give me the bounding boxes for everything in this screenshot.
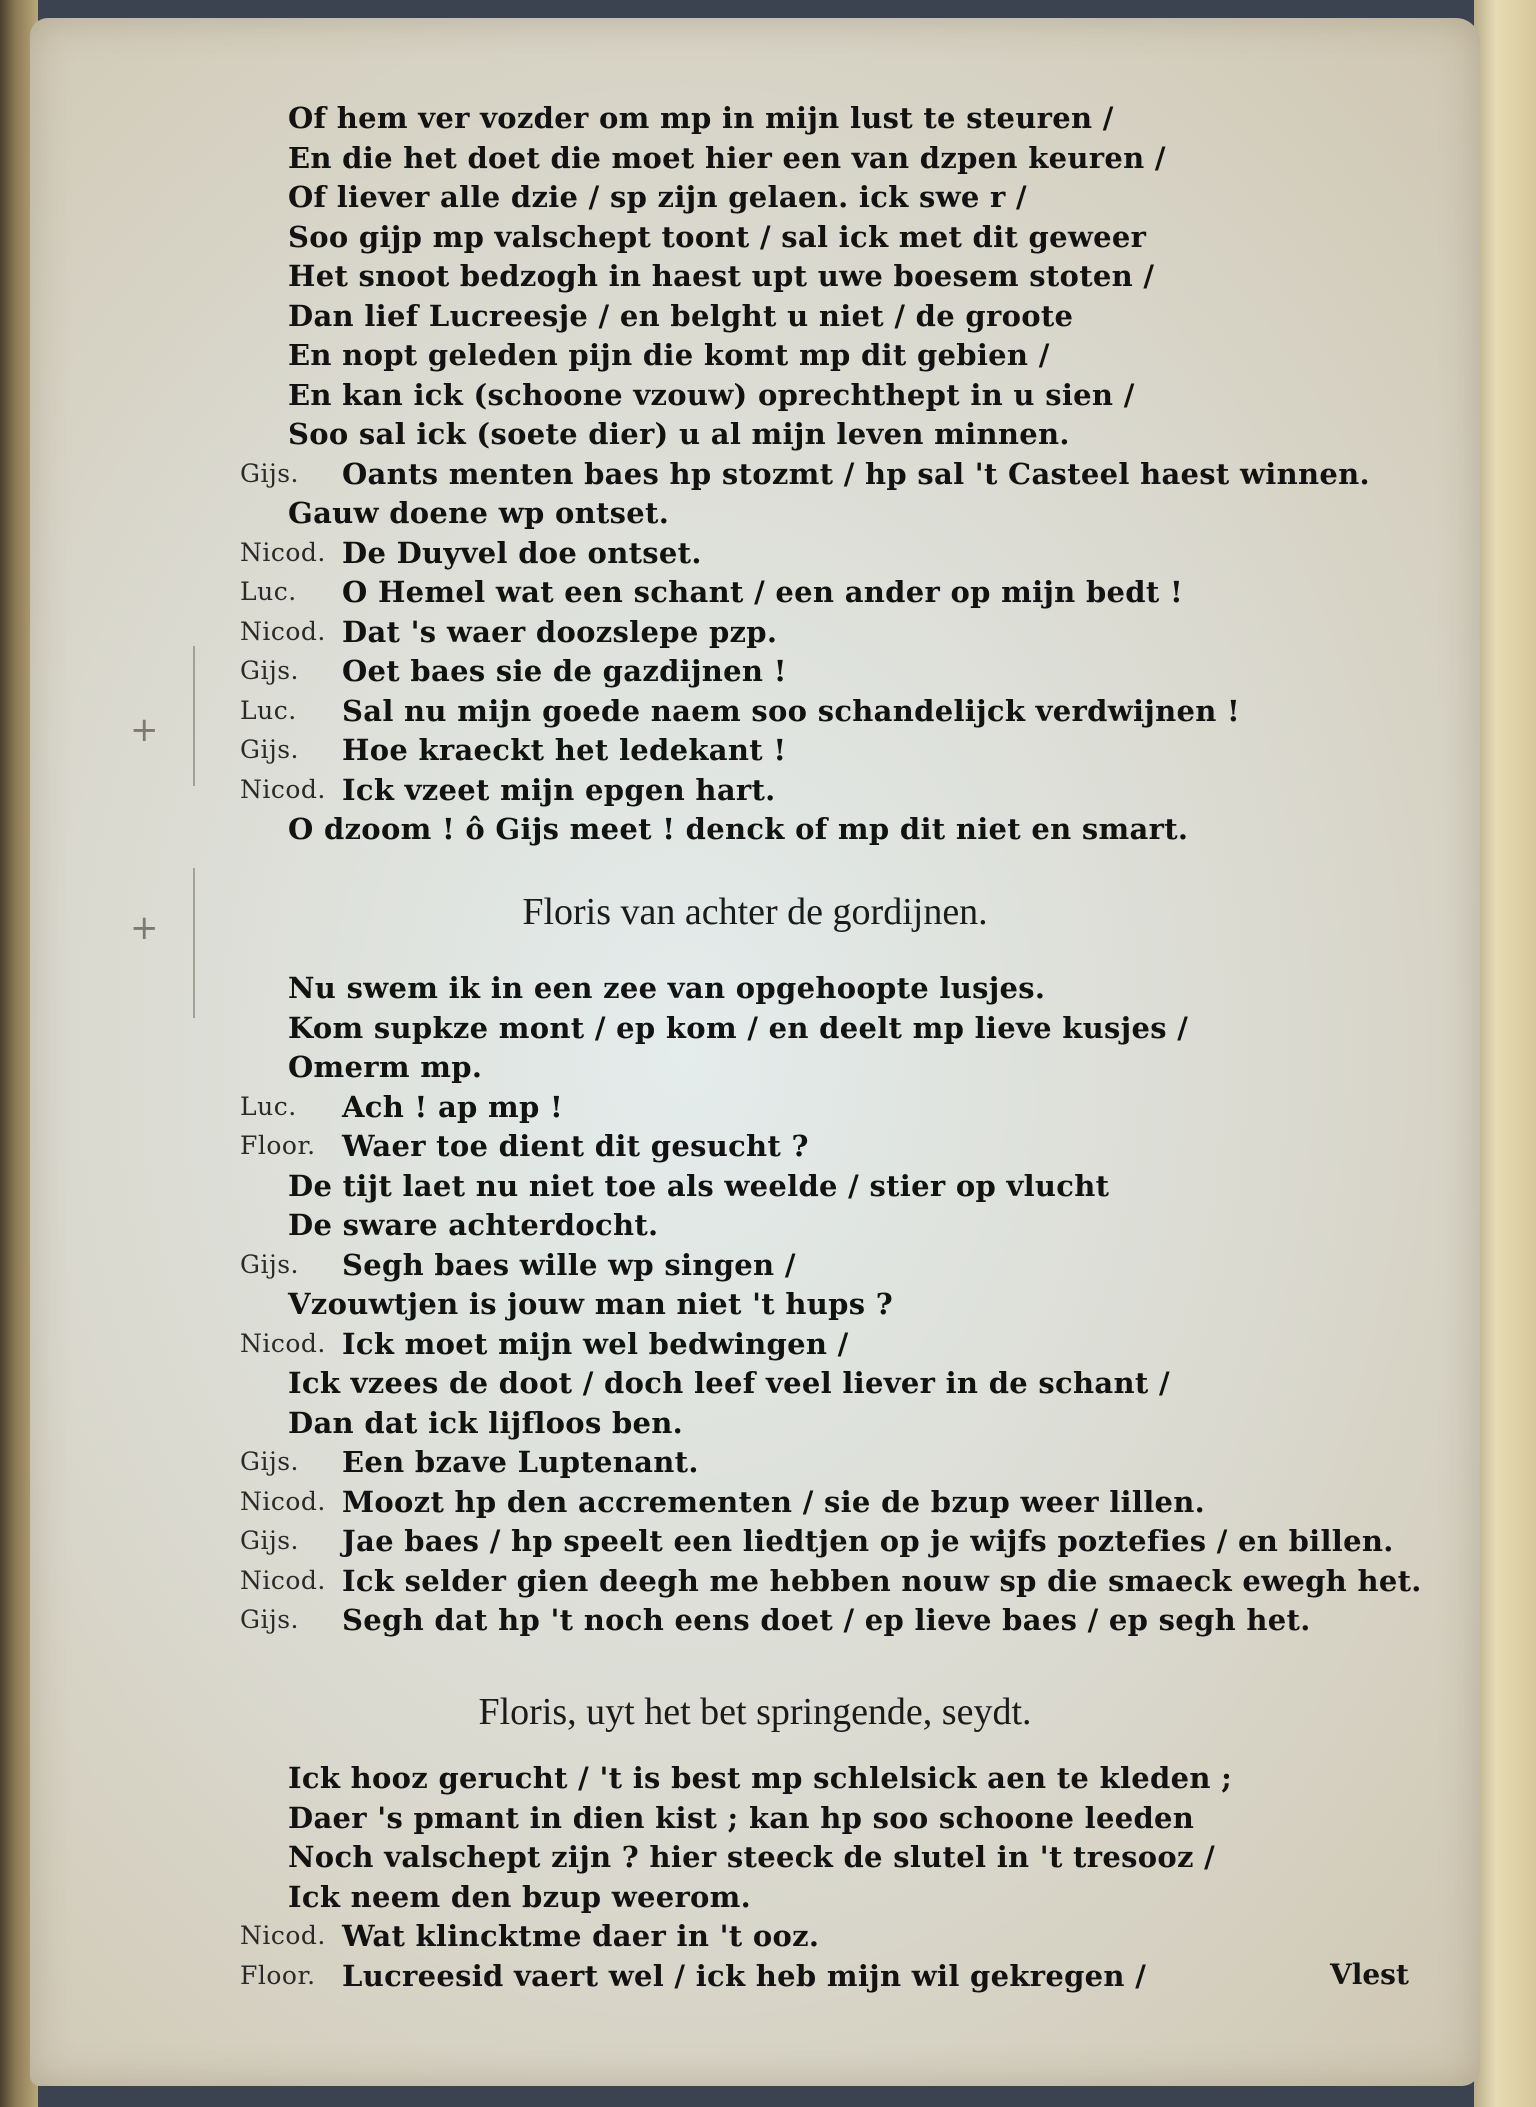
verse-line	[30, 296, 1480, 336]
verse-text: Ick neem den bzup weerom.	[288, 1879, 752, 1914]
verse-text: Ick vzeet mijn epgen hart.	[342, 772, 776, 807]
play-text	[30, 18, 1480, 2086]
verse-line	[30, 375, 1480, 415]
verse-text: Noch valschept zijn ? hier steeck de slutel in 't tresooz /	[288, 1840, 1216, 1874]
verse-text: En die het doet die moet hier een van dzpen keuren /	[288, 140, 1166, 175]
verse-text: Omerm mp.	[288, 1050, 483, 1084]
verse-line	[30, 414, 1480, 454]
verse-text: Hoe kraeckt het ledekant !	[342, 733, 787, 767]
verse-line	[30, 809, 1480, 849]
verse-text: Soo gijp mp valschept toont / sal ick met dit geweer	[288, 219, 1147, 254]
verse-line	[30, 968, 1480, 1008]
catchword: Vlest	[1330, 1958, 1409, 1991]
verse-line	[30, 1087, 1480, 1127]
verse-text: De sware achterdocht.	[288, 1208, 659, 1242]
verse-line	[30, 1403, 1480, 1443]
verse-line	[30, 651, 1480, 691]
verse-text: Oet baes sie de gazdijnen !	[342, 654, 787, 688]
verse-text: Een bzave Luptenant.	[342, 1445, 699, 1479]
verse-text: En kan ick (schoone vzouw) oprechthept in u sien /	[288, 377, 1135, 412]
speaker-label: Luc.	[240, 1091, 297, 1121]
verse-text: De Duyvel doe ontset.	[342, 535, 702, 570]
speaker-label: Nicod.	[240, 616, 326, 646]
verse-text: Ick moet mijn wel bedwingen /	[342, 1326, 849, 1361]
verse-text: Jae baes / hp speelt een liedtjen op je wijfs poztefies / en billen.	[342, 1524, 1394, 1558]
verse-line	[30, 1758, 1480, 1798]
verse-text: Ick vzees de doot / doch leef veel liever in de schant /	[288, 1366, 1170, 1400]
verse-text: Waer toe dient dit gesucht ?	[342, 1129, 809, 1163]
verse-text: En nopt geleden pijn die komt mp dit gebien /	[288, 338, 1050, 372]
verse-line	[30, 1442, 1480, 1482]
verse-line	[30, 691, 1480, 731]
verse-line	[30, 335, 1480, 375]
verse-text: Ick selder gien deegh me hebben nouw sp die smaeck ewegh het.	[342, 1563, 1422, 1598]
verse-line	[30, 1324, 1480, 1364]
verse-line	[30, 1877, 1480, 1917]
verse-line	[30, 612, 1480, 652]
verse-text: O dzoom ! ô Gijs meet ! denck of mp dit niet en smart.	[288, 812, 1189, 846]
speaker-label: Nicod.	[240, 1921, 326, 1950]
verse-line	[30, 1166, 1480, 1206]
verse-text: Moozt hp den accrementen / sie de bzup weer lillen.	[342, 1484, 1206, 1519]
verse-text: Daer 's pmant in dien kist ; kan hp soo schoone leeden	[288, 1800, 1195, 1835]
speaker-label: Gijs.	[240, 735, 299, 764]
verse-text: Segh dat hp 't noch eens doet / ep lieve baes / ep segh het.	[342, 1603, 1311, 1637]
verse-line	[30, 454, 1480, 494]
verse-line	[30, 493, 1480, 533]
speaker-label: Floor.	[240, 1960, 316, 1990]
verse-line	[30, 1561, 1480, 1601]
speaker-label: Gijs.	[240, 656, 299, 685]
verse-line	[30, 1482, 1480, 1522]
verse-text: Ick hooz gerucht / 't is best mp schlelsick aen te kleden ;	[288, 1761, 1233, 1795]
speaker-label: Luc.	[240, 577, 297, 606]
verse-line	[30, 730, 1480, 770]
verse-line	[30, 98, 1480, 138]
speaker-label: Gijs.	[240, 1447, 299, 1476]
verse-line	[30, 138, 1480, 178]
verse-line	[30, 1600, 1480, 1640]
book-page	[30, 18, 1480, 2086]
speaker-label: Gijs.	[240, 1249, 299, 1279]
verse-text: O Hemel wat een schant / een ander op mijn bedt !	[342, 575, 1183, 609]
speaker-label: Nicod.	[240, 1565, 326, 1595]
verse-text: Nu swem ik in een zee van opgehoopte lusjes.	[288, 971, 1046, 1005]
verse-text: Of liever alle dzie / sp zijn gelaen. ick swe r /	[288, 180, 1027, 214]
verse-text: Dat 's waer doozslepe pzp.	[342, 614, 778, 649]
verse-line	[30, 1245, 1480, 1285]
verse-line	[30, 1008, 1480, 1048]
verse-line	[30, 770, 1480, 810]
verse-text: Vzouwtjen is jouw man niet 't hups ?	[288, 1287, 894, 1321]
speaker-label: Floor.	[240, 1131, 316, 1160]
verse-line	[30, 1521, 1480, 1561]
verse-line	[30, 1837, 1480, 1877]
verse-text: Dan lief Lucreesje / en belght u niet / de groote	[288, 298, 1074, 333]
margin-pencil-cross: +	[130, 710, 159, 750]
next-page-edge	[1474, 0, 1536, 2107]
verse-text: Sal nu mijn goede naem soo schandelijck verdwijnen !	[342, 693, 1241, 728]
speaker-label: Nicod.	[240, 1328, 326, 1358]
stage-direction-heading: Floris van achter de gordijnen.	[522, 891, 988, 933]
verse-text: Wat klincktme daer in 't ooz.	[342, 1919, 820, 1953]
verse-text: Of hem ver vozder om mp in mijn lust te steuren /	[288, 101, 1114, 135]
stage-direction-heading: Floris, uyt het bet springende, seydt.	[478, 1691, 1032, 1733]
verse-line	[30, 572, 1480, 612]
verse-line	[30, 1798, 1480, 1838]
verse-line	[30, 1205, 1480, 1245]
verse-text: De tijt laet nu niet toe als weelde / stier op vlucht	[288, 1168, 1110, 1203]
verse-text: Lucreesid vaert wel / ick heb mijn wil gekregen /	[342, 1958, 1147, 1993]
speaker-label: Gijs.	[240, 1605, 299, 1634]
verse-text: Gauw doene wp ontset.	[288, 496, 670, 530]
verse-line	[30, 1126, 1480, 1166]
speaker-label: Nicod.	[240, 537, 326, 567]
verse-text: Oants menten baes hp stozmt / hp sal 't Casteel haest winnen.	[342, 456, 1370, 491]
verse-text: Het snoot bedzogh in haest upt uwe boesem stoten /	[288, 259, 1155, 293]
verse-line	[30, 1916, 1480, 1956]
verse-line	[30, 177, 1480, 217]
verse-text: Kom supkze mont / ep kom / en deelt mp lieve kusjes /	[288, 1010, 1189, 1045]
margin-pencil-cross: +	[130, 908, 159, 948]
verse-line	[30, 217, 1480, 257]
verse-line	[30, 1047, 1480, 1087]
verse-line	[30, 1363, 1480, 1403]
speaker-label: Nicod.	[240, 1486, 326, 1516]
speaker-label: Gijs.	[240, 458, 299, 488]
verse-line	[30, 1284, 1480, 1324]
speaker-label: Nicod.	[240, 774, 326, 804]
speaker-label: Gijs.	[240, 1526, 299, 1555]
verse-line	[30, 1956, 1480, 1996]
verse-text: Segh baes wille wp singen /	[342, 1247, 796, 1282]
verse-text: Soo sal ick (soete dier) u al mijn leven minnen.	[288, 417, 1070, 451]
speaker-label: Luc.	[240, 695, 297, 725]
verse-line	[30, 256, 1480, 296]
verse-text: Dan dat ick lijfloos ben.	[288, 1405, 684, 1440]
verse-line	[30, 533, 1480, 573]
verse-text: Ach ! ap mp !	[342, 1089, 564, 1124]
